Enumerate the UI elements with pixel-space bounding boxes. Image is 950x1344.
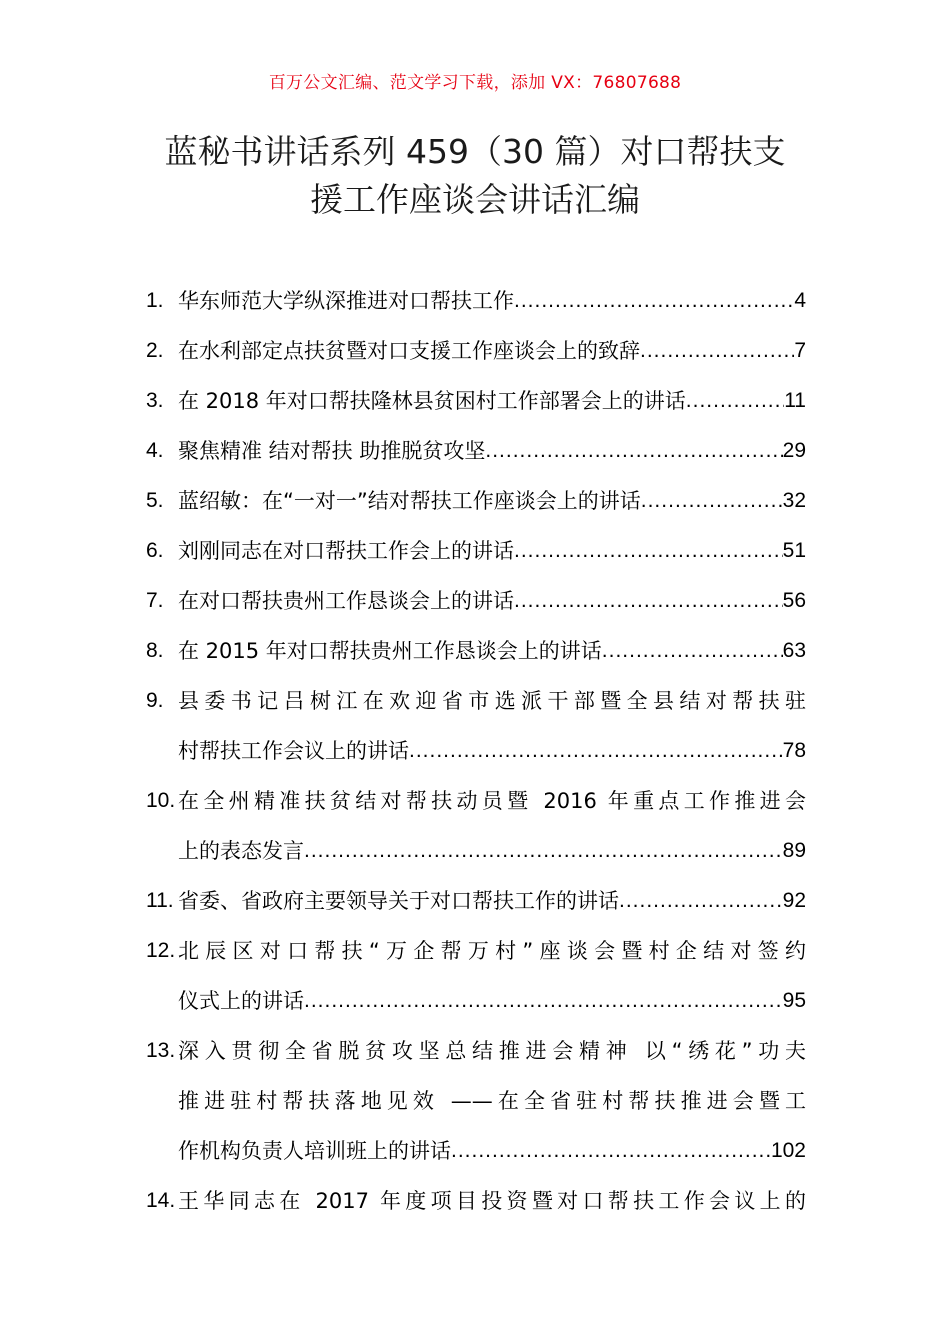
toc-entry-number: 1. [146,289,164,312]
toc-entry-title-line: 省委、省政府主要领导关于对口帮扶工作的讲话 [178,889,619,913]
toc-entry-number: 10. [146,789,176,812]
toc-dot-leader [451,1126,771,1176]
toc-entry-title-line: 刘刚同志在对口帮扶工作会上的讲话 [178,539,514,563]
toc-entry-number: 4. [146,439,164,462]
toc-entry-title-line: 仪式上的讲话 [178,989,304,1013]
toc-entry-number: 3. [146,389,164,412]
toc-dot-leader [640,326,794,376]
toc-entry-title-line: 上的表态发言 [178,839,304,863]
toc-entry-title-line: 在全州精准扶贫结对帮扶动员暨 2016 年重点工作推进会 [178,789,806,813]
toc-entry[interactable] [146,876,806,926]
document-title [100,128,850,224]
toc-dot-leader [602,626,783,676]
toc-dot-leader [485,426,782,476]
table-of-contents [146,276,806,1226]
toc-dot-leader [514,276,794,326]
toc-page-number: 102 [770,1139,806,1162]
toc-dot-leader [304,976,783,1026]
toc-dot-leader [619,876,783,926]
toc-entry-number: 8. [146,639,164,662]
toc-dot-leader [514,526,783,576]
toc-entry-title-line: 村帮扶工作会议上的讲话 [178,739,409,763]
toc-entry[interactable] [146,776,806,876]
toc-page-number: 51 [782,539,806,562]
toc-entry-title-line: 蓝绍敏：在“一对一”结对帮扶工作座谈会上的讲话 [178,489,641,513]
toc-entry[interactable] [146,376,806,426]
toc-entry[interactable] [146,576,806,626]
toc-page-number: 92 [782,889,806,912]
toc-entry-number: 14. [146,1189,176,1212]
toc-entry[interactable] [146,1026,806,1176]
toc-entry[interactable] [146,476,806,526]
toc-entry-number: 12. [146,939,176,962]
toc-dot-leader [304,826,783,876]
toc-entry-title-line: 作机构负责人培训班上的讲话 [178,1139,451,1163]
toc-dot-leader [409,726,783,776]
toc-dot-leader [514,576,783,626]
toc-page-number: 32 [782,489,806,512]
toc-entry-title-line: 在 2018 年对口帮扶隆林县贫困村工作部署会上的讲话 [178,389,686,413]
toc-entry[interactable] [146,526,806,576]
toc-entry[interactable] [146,276,806,326]
toc-entry[interactable] [146,1176,806,1226]
toc-entry-number: 7. [146,589,164,612]
toc-entry-number: 11. [146,889,174,912]
toc-entry-number: 6. [146,539,164,562]
title-line-2: 援工作座谈会讲话汇编 [310,180,640,219]
toc-dot-leader [641,476,783,526]
toc-entry-title-line: 聚焦精准 结对帮扶 助推脱贫攻坚 [178,439,486,463]
toc-page-number: 4 [794,289,806,312]
toc-entry-title-line: 深入贯彻全省脱贫攻坚总结推进会精神 以“绣花”功夫 [178,1039,806,1063]
toc-page-number: 78 [782,739,806,762]
toc-entry-title-line: 在对口帮扶贵州工作恳谈会上的讲话 [178,589,514,613]
toc-entry-title-line: 县委书记吕树江在欢迎省市选派干部暨全县结对帮扶驻 [178,689,806,713]
toc-page-number: 89 [782,839,806,862]
toc-entry-title-line: 推进驻村帮扶落地见效 ——在全省驻村帮扶推进会暨工 [178,1089,806,1113]
toc-entry-title-line: 在水利部定点扶贫暨对口支援工作座谈会上的致辞 [178,339,640,363]
toc-entry-number: 13. [146,1039,176,1062]
toc-entry-title-line: 华东师范大学纵深推进对口帮扶工作 [178,289,514,313]
toc-entry-number: 5. [146,489,164,512]
toc-entry[interactable] [146,676,806,776]
toc-page-number: 11 [784,389,806,412]
toc-entry-title-line: 在 2015 年对口帮扶贵州工作恳谈会上的讲话 [178,639,602,663]
toc-entry[interactable] [146,626,806,676]
promo-banner: 百万公文汇编、范文学习下载，添加 VX：76807688 [268,73,682,93]
toc-page-number: 63 [782,639,806,662]
toc-page-number: 7 [794,339,806,362]
title-line-1: 蓝秘书讲话系列 459（30 篇）对口帮扶支 [164,132,786,171]
toc-entry-number: 9. [146,689,164,712]
toc-page-number: 95 [782,989,806,1012]
toc-entry-title-line: 王华同志在 2017 年度项目投资暨对口帮扶工作会议上的 [178,1189,806,1213]
toc-entry-title-line: 北辰区对口帮扶“万企帮万村”座谈会暨村企结对签约 [178,939,806,963]
toc-entry-number: 2. [146,339,164,362]
toc-entry[interactable] [146,426,806,476]
toc-entry[interactable] [146,926,806,1026]
toc-page-number: 56 [782,589,806,612]
toc-page-number: 29 [782,439,806,462]
toc-entry[interactable] [146,326,806,376]
toc-dot-leader [686,376,784,426]
